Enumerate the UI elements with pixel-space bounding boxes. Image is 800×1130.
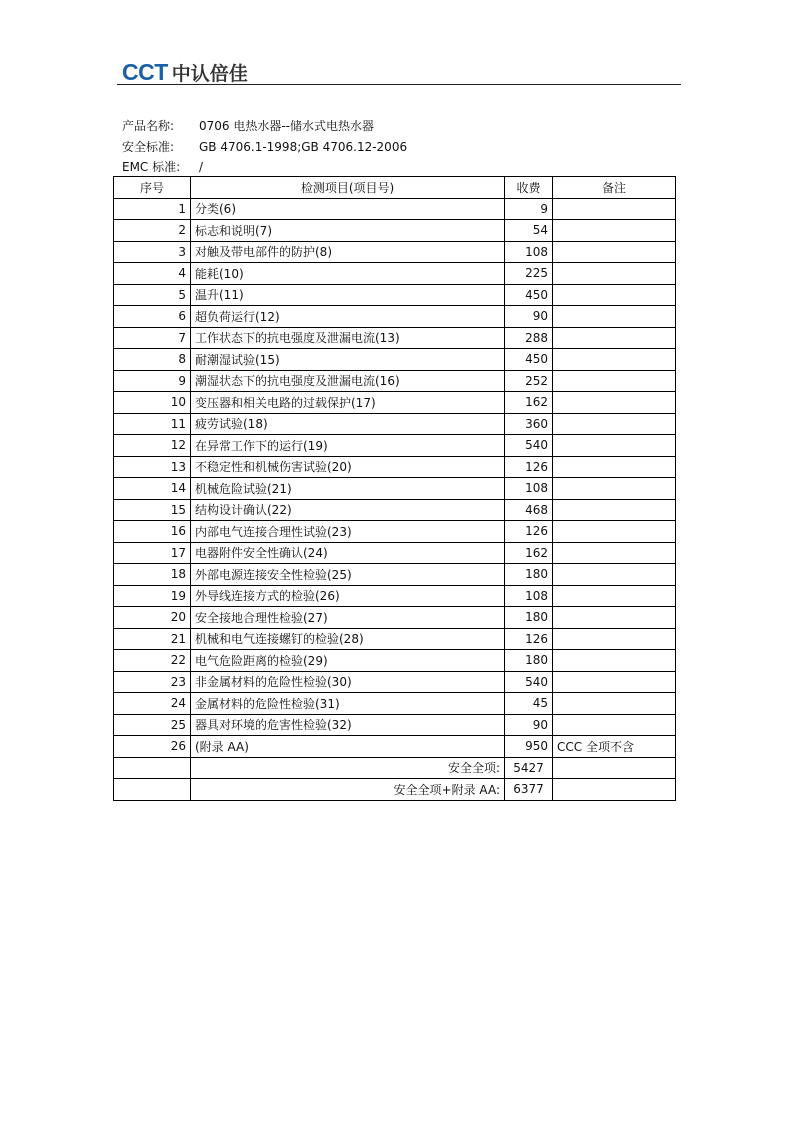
row-note [553, 241, 676, 263]
total-row [114, 779, 676, 801]
row-item: 对触及带电部件的防护(8) [191, 241, 505, 263]
row-fee: 126 [505, 628, 553, 650]
row-note [553, 198, 676, 220]
row-note [553, 456, 676, 478]
table-row [114, 327, 676, 349]
product-name-value: 0706 电热水器--储水式电热水器 [199, 119, 375, 133]
row-fee: 540 [505, 435, 553, 457]
row-note [553, 499, 676, 521]
row-no: 17 [114, 542, 191, 564]
logo-cjk-text: 中认倍佳 [171, 62, 248, 85]
table-row [114, 413, 676, 435]
total-value: 5427 [505, 757, 553, 779]
row-item: 安全接地合理性检验(27) [191, 607, 505, 629]
total-row [114, 757, 676, 779]
row-note [553, 284, 676, 306]
row-fee: 225 [505, 263, 553, 285]
row-item: 机械危险试验(21) [191, 478, 505, 500]
table-row [114, 542, 676, 564]
row-item: 标志和说明(7) [191, 220, 505, 242]
row-fee: 180 [505, 650, 553, 672]
row-note [553, 628, 676, 650]
row-fee: 108 [505, 241, 553, 263]
table-row [114, 198, 676, 220]
row-item: 能耗(10) [191, 263, 505, 285]
row-no: 20 [114, 607, 191, 629]
row-note [553, 327, 676, 349]
row-note [553, 435, 676, 457]
row-no: 12 [114, 435, 191, 457]
row-no: 8 [114, 349, 191, 371]
row-item: 分类(6) [191, 198, 505, 220]
row-fee: 450 [505, 349, 553, 371]
row-item: 内部电气连接合理性试验(23) [191, 521, 505, 543]
row-fee: 288 [505, 327, 553, 349]
row-fee: 162 [505, 392, 553, 414]
row-fee: 180 [505, 607, 553, 629]
row-item: 潮湿状态下的抗电强度及泄漏电流(16) [191, 370, 505, 392]
table-row [114, 736, 676, 758]
row-no: 19 [114, 585, 191, 607]
header-divider [117, 84, 681, 85]
logo-latin-text: CCT [122, 58, 168, 85]
header-item: 检测项目(项目号) [191, 177, 505, 199]
row-no: 25 [114, 714, 191, 736]
total-label: 安全全项: [191, 757, 505, 779]
table-row [114, 392, 676, 414]
table-row [114, 456, 676, 478]
row-item: 外部电源连接安全性检验(25) [191, 564, 505, 586]
emc-standard-label: EMC 标准: [122, 160, 181, 174]
row-note [553, 564, 676, 586]
row-item: 器具对环境的危害性检验(32) [191, 714, 505, 736]
row-note [553, 607, 676, 629]
row-note [553, 650, 676, 672]
row-note [553, 693, 676, 715]
row-fee: 126 [505, 521, 553, 543]
row-item: 耐潮湿试验(15) [191, 349, 505, 371]
total-label: 安全全项+附录 AA: [191, 779, 505, 801]
table-row [114, 650, 676, 672]
header-no: 序号 [114, 177, 191, 199]
safety-standard-value: GB 4706.1-1998;GB 4706.12-2006 [199, 140, 408, 154]
total-note-cell [553, 757, 676, 779]
row-note [553, 349, 676, 371]
row-item: 结构设计确认(22) [191, 499, 505, 521]
row-no: 26 [114, 736, 191, 758]
row-no: 4 [114, 263, 191, 285]
row-fee: 108 [505, 478, 553, 500]
row-fee: 540 [505, 671, 553, 693]
row-note [553, 220, 676, 242]
row-no: 16 [114, 521, 191, 543]
header-fee: 收费 [505, 177, 553, 199]
table-row [114, 349, 676, 371]
safety-standard-row [122, 138, 407, 155]
table-row [114, 585, 676, 607]
row-note [553, 263, 676, 285]
row-fee: 9 [505, 198, 553, 220]
emc-standard-row [122, 158, 203, 175]
row-fee: 90 [505, 714, 553, 736]
row-fee: 108 [505, 585, 553, 607]
row-note [553, 392, 676, 414]
row-fee: 252 [505, 370, 553, 392]
row-no: 3 [114, 241, 191, 263]
row-item: 温升(11) [191, 284, 505, 306]
row-no: 18 [114, 564, 191, 586]
table-row [114, 671, 676, 693]
table-row [114, 220, 676, 242]
row-note [553, 585, 676, 607]
row-item: 工作状态下的抗电强度及泄漏电流(13) [191, 327, 505, 349]
row-item: 外导线连接方式的检验(26) [191, 585, 505, 607]
table-row [114, 628, 676, 650]
table-row [114, 241, 676, 263]
row-no: 9 [114, 370, 191, 392]
total-note-cell [553, 779, 676, 801]
table-header-row [114, 177, 676, 199]
header-note: 备注 [553, 177, 676, 199]
table-row [114, 521, 676, 543]
company-logo [122, 58, 248, 86]
row-fee: 45 [505, 693, 553, 715]
row-fee: 180 [505, 564, 553, 586]
row-item: 变压器和相关电路的过载保护(17) [191, 392, 505, 414]
row-fee: 450 [505, 284, 553, 306]
table-row [114, 370, 676, 392]
row-item: 电气危险距离的检验(29) [191, 650, 505, 672]
product-name-row [122, 117, 374, 134]
table-row [114, 564, 676, 586]
table-row [114, 306, 676, 328]
total-value: 6377 [505, 779, 553, 801]
row-fee: 162 [505, 542, 553, 564]
row-note [553, 306, 676, 328]
row-note: CCC 全项不含 [553, 736, 676, 758]
row-fee: 90 [505, 306, 553, 328]
table-row [114, 435, 676, 457]
row-fee: 126 [505, 456, 553, 478]
row-no: 24 [114, 693, 191, 715]
row-item: 金属材料的危险性检验(31) [191, 693, 505, 715]
table-row [114, 478, 676, 500]
table-row [114, 284, 676, 306]
row-no: 14 [114, 478, 191, 500]
fee-table [113, 176, 676, 801]
table-row [114, 607, 676, 629]
row-item: 非金属材料的危险性检验(30) [191, 671, 505, 693]
row-item: 电器附件安全性确认(24) [191, 542, 505, 564]
row-note [553, 478, 676, 500]
row-note [553, 671, 676, 693]
row-item: 不稳定性和机械伤害试验(20) [191, 456, 505, 478]
row-note [553, 542, 676, 564]
table-row [114, 263, 676, 285]
row-no: 5 [114, 284, 191, 306]
row-no: 1 [114, 198, 191, 220]
row-no: 13 [114, 456, 191, 478]
row-no: 22 [114, 650, 191, 672]
row-item: 疲劳试验(18) [191, 413, 505, 435]
row-note [553, 413, 676, 435]
row-note [553, 521, 676, 543]
row-fee: 360 [505, 413, 553, 435]
row-no: 2 [114, 220, 191, 242]
emc-standard-value: / [199, 160, 204, 174]
row-no: 7 [114, 327, 191, 349]
row-no: 6 [114, 306, 191, 328]
safety-standard-label: 安全标准: [122, 140, 175, 154]
row-fee: 54 [505, 220, 553, 242]
row-no: 11 [114, 413, 191, 435]
row-item: 机械和电气连接螺钉的检验(28) [191, 628, 505, 650]
total-empty-cell [114, 779, 191, 801]
row-item: (附录 AA) [191, 736, 505, 758]
table-row [114, 714, 676, 736]
table-row [114, 693, 676, 715]
row-note [553, 370, 676, 392]
total-empty-cell [114, 757, 191, 779]
row-no: 23 [114, 671, 191, 693]
row-fee: 468 [505, 499, 553, 521]
table-row [114, 499, 676, 521]
row-no: 15 [114, 499, 191, 521]
row-note [553, 714, 676, 736]
row-fee: 950 [505, 736, 553, 758]
row-item: 超负荷运行(12) [191, 306, 505, 328]
row-no: 10 [114, 392, 191, 414]
product-name-label: 产品名称: [122, 119, 175, 133]
row-item: 在异常工作下的运行(19) [191, 435, 505, 457]
row-no: 21 [114, 628, 191, 650]
